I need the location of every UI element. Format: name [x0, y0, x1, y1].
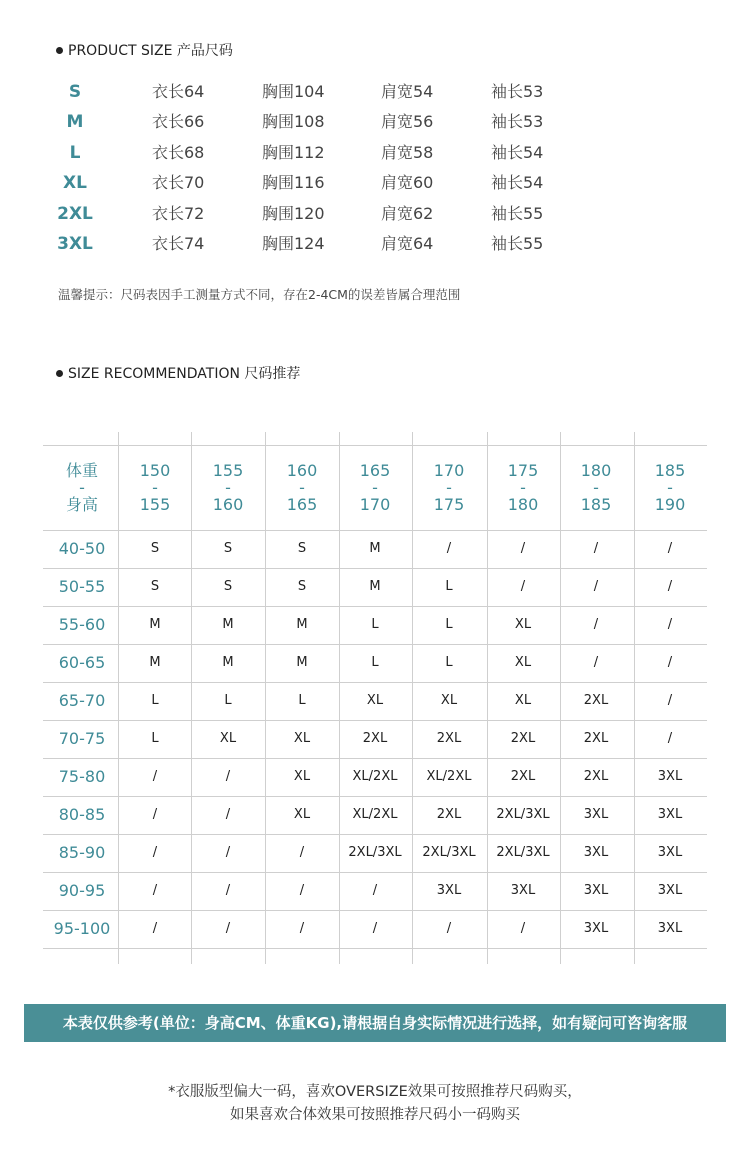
footer-note-line-1: *衣服版型偏大一码，喜欢OVERSIZE效果可按照推荐尺码购买，	[168, 1084, 582, 1100]
size-recommendation-cell: 2XL	[510, 769, 536, 784]
size-recommendation-cell: M	[149, 617, 161, 632]
header-line: 170	[359, 495, 391, 514]
header-line: -	[225, 478, 231, 497]
size-recommendation-cell: L	[298, 693, 306, 708]
spec-length: 衣长72	[152, 203, 205, 223]
header-line: 165	[359, 461, 391, 480]
size-recommendation-cell: XL/2XL	[352, 769, 398, 784]
size-recommendation-cell: /	[152, 769, 158, 784]
size-recommendation-cell: 3XL	[657, 769, 683, 784]
header-line: 155	[139, 495, 171, 514]
size-recommendation-cell: XL/2XL	[426, 769, 472, 784]
header-line: 180	[507, 495, 539, 514]
size-recommendation-cell: L	[224, 693, 232, 708]
header-line: -	[299, 478, 305, 497]
size-recommendation-cell: /	[152, 883, 158, 898]
size-recommendation-cell: M	[369, 579, 381, 594]
size-recommendation-cell: L	[151, 693, 159, 708]
size-recommendation-cell: S	[223, 579, 233, 594]
header-line: 160	[212, 495, 244, 514]
size-recommendation-cell: 3XL	[657, 921, 683, 936]
weight-range: 50-55	[58, 577, 106, 596]
size-recommendation-cell: XL	[514, 693, 532, 708]
footer-note-line-2: 如果喜欢合体效果可按照推荐尺码小一码购买	[230, 1107, 520, 1123]
header-height-range	[266, 462, 338, 513]
size-recommendation-cell: /	[152, 845, 158, 860]
size-recommendation-cell: /	[593, 655, 599, 670]
header-height-range	[634, 462, 706, 513]
header-line: 190	[654, 495, 686, 514]
weight-range: 80-85	[58, 805, 106, 824]
size-recommendation-cell: /	[667, 693, 673, 708]
size-recommendation-cell: S	[297, 579, 307, 594]
spec-sleeve: 袖长55	[491, 203, 544, 223]
size-label: 2XL	[57, 203, 93, 224]
size-recommendation-cell: /	[152, 807, 158, 822]
size-recommendation-cell: /	[593, 579, 599, 594]
size-recommendation-cell: 3XL	[583, 921, 609, 936]
size-recommendation-cell: M	[369, 541, 381, 556]
spec-sleeve: 袖长54	[491, 142, 544, 162]
size-recommendation-cell: 3XL	[510, 883, 536, 898]
header-weight-height	[48, 462, 116, 513]
size-recommendation-cell: M	[222, 655, 234, 670]
header-line: 150	[139, 461, 171, 480]
size-recommendation-cell: S	[150, 579, 160, 594]
header-height-range	[119, 462, 191, 513]
header-line: 175	[507, 461, 539, 480]
weight-range: 95-100	[53, 919, 111, 938]
spec-shoulder: 肩宽60	[381, 173, 434, 193]
size-label: L	[69, 142, 81, 163]
size-recommendation-cell: 2XL	[436, 731, 462, 746]
size-recommendation-cell: 2XL	[583, 769, 609, 784]
size-recommendation-cell: /	[225, 769, 231, 784]
size-recommendation-cell: M	[149, 655, 161, 670]
size-recommendation-cell: 2XL/3XL	[348, 845, 402, 860]
size-recommendation-cell: XL	[293, 731, 311, 746]
size-recommendation-cell: 3XL	[657, 807, 683, 822]
weight-range: 85-90	[58, 843, 106, 862]
size-recommendation-cell: L	[371, 655, 379, 670]
size-recommendation-cell: /	[299, 845, 305, 860]
header-height-range	[413, 462, 485, 513]
size-recommendation-cell: /	[225, 807, 231, 822]
spec-chest: 胸围108	[262, 112, 325, 132]
size-recommendation-cell: /	[667, 731, 673, 746]
spec-shoulder: 肩宽64	[381, 234, 434, 253]
size-recommendation-cell: /	[667, 655, 673, 670]
size-recommendation-cell: XL	[293, 769, 311, 784]
size-recommendation-cell: /	[225, 921, 231, 936]
size-spec-row	[0, 77, 750, 107]
header-line: 160	[286, 461, 318, 480]
weight-range: 65-70	[58, 691, 106, 710]
size-recommendation-cell: S	[297, 541, 307, 556]
weight-range: 75-80	[58, 767, 106, 786]
header-line: -	[79, 478, 85, 497]
size-recommendation-cell: XL	[440, 693, 458, 708]
size-recommendation-cell: XL	[293, 807, 311, 822]
header-line: 185	[654, 461, 686, 480]
bullet-dot-icon	[56, 47, 63, 54]
size-recommendation-cell: /	[372, 921, 378, 936]
size-recommendation-cell: L	[151, 731, 159, 746]
size-recommendation-cell: 3XL	[583, 807, 609, 822]
header-line: -	[593, 478, 599, 497]
size-recommendation-cell: /	[667, 541, 673, 556]
size-recommendation-cell: 2XL	[510, 731, 536, 746]
size-recommendation-cell: 3XL	[436, 883, 462, 898]
size-recommendation-cell: XL	[219, 731, 237, 746]
bullet-dot-icon	[56, 370, 63, 377]
grid-line-horizontal	[43, 948, 707, 949]
size-recommendation-cell: /	[299, 921, 305, 936]
size-recommendation-cell: /	[520, 921, 526, 936]
spec-length: 衣长66	[152, 112, 205, 132]
header-line: 身高	[65, 495, 98, 514]
header-line: 155	[212, 461, 244, 480]
size-recommendation-cell: 3XL	[657, 883, 683, 898]
size-recommendation-cell: 2XL/3XL	[422, 845, 476, 860]
size-recommendation-title: SIZE RECOMMENDATION 尺码推荐	[56, 363, 300, 383]
size-recommendation-cell: L	[445, 617, 453, 632]
header-line: 185	[580, 495, 612, 514]
header-line: -	[520, 478, 526, 497]
size-recommendation-cell: /	[225, 845, 231, 860]
weight-range: 70-75	[58, 729, 106, 748]
size-recommendation-cell: /	[520, 579, 526, 594]
size-recommendation-cell: 3XL	[583, 845, 609, 860]
spec-shoulder: 肩宽58	[381, 142, 434, 162]
size-spec-row	[0, 199, 750, 229]
weight-range: 55-60	[58, 615, 106, 634]
header-height-range	[487, 462, 559, 513]
grid-line-horizontal	[43, 445, 707, 446]
size-recommendation-cell: XL/2XL	[352, 807, 398, 822]
size-recommendation-cell: /	[372, 883, 378, 898]
reference-banner: 本表仅供参考(单位：身高CM、体重KG),请根据自身实际情况进行选择，如有疑问可咨询客服	[24, 1004, 726, 1042]
size-recommendation-cell: /	[299, 883, 305, 898]
size-recommendation-cell: L	[371, 617, 379, 632]
size-label: XL	[63, 173, 87, 194]
spec-chest: 胸围112	[262, 142, 325, 162]
size-recommendation-cell: /	[667, 579, 673, 594]
size-recommendation-cell: /	[593, 617, 599, 632]
header-line: -	[372, 478, 378, 497]
size-recommendation-cell: /	[520, 541, 526, 556]
size-recommendation-cell: L	[445, 655, 453, 670]
size-recommendation-cell: S	[150, 541, 160, 556]
spec-length: 衣长68	[152, 142, 205, 162]
size-recommendation-cell: M	[296, 655, 308, 670]
weight-range: 60-65	[58, 653, 106, 672]
header-height-range	[560, 462, 632, 513]
size-recommendation-cell: /	[593, 541, 599, 556]
header-line: -	[152, 478, 158, 497]
header-line: -	[667, 478, 673, 497]
size-recommendation-cell: /	[446, 921, 452, 936]
spec-chest: 胸围104	[262, 82, 325, 101]
size-recommendation-cell: 2XL	[362, 731, 388, 746]
size-recommendation-cell: 3XL	[657, 845, 683, 860]
spec-shoulder: 肩宽56	[381, 112, 434, 132]
size-recommendation-cell: M	[296, 617, 308, 632]
size-recommendation-cell: 3XL	[583, 883, 609, 898]
header-line: 175	[433, 495, 465, 514]
spec-sleeve: 袖长55	[491, 234, 544, 253]
spec-shoulder: 肩宽54	[381, 82, 434, 101]
header-line: -	[446, 478, 452, 497]
size-recommendation-cell: /	[225, 883, 231, 898]
spec-chest: 胸围120	[262, 203, 325, 223]
spec-length: 衣长70	[152, 173, 205, 193]
header-line: 165	[286, 495, 318, 514]
size-recommendation-cell: XL	[514, 655, 532, 670]
size-spec-row	[0, 168, 750, 198]
size-spec-row	[0, 138, 750, 168]
size-recommendation-cell: 2XL	[583, 731, 609, 746]
header-height-range	[192, 462, 264, 513]
size-label: M	[66, 112, 84, 133]
size-recommendation-cell: 2XL	[583, 693, 609, 708]
size-recommendation-cell: L	[445, 579, 453, 594]
measurement-tip: 温馨提示：尺码表因手工测量方式不同，存在2-4CM的误差皆属合理范围	[58, 287, 461, 302]
spec-shoulder: 肩宽62	[381, 203, 434, 223]
weight-range: 40-50	[58, 539, 106, 558]
weight-range: 90-95	[58, 881, 106, 900]
spec-sleeve: 袖长53	[491, 82, 544, 101]
spec-chest: 胸围124	[262, 234, 325, 253]
size-recommendation-cell: M	[222, 617, 234, 632]
size-label: 3XL	[57, 234, 93, 254]
size-recommendation-cell: 2XL	[436, 807, 462, 822]
header-line: 180	[580, 461, 612, 480]
spec-sleeve: 袖长54	[491, 173, 544, 193]
spec-length: 衣长74	[152, 234, 205, 253]
header-line: 体重	[65, 461, 98, 480]
size-recommendation-cell: /	[152, 921, 158, 936]
size-spec-row	[0, 229, 750, 259]
header-height-range	[339, 462, 411, 513]
size-recommendation-cell: 2XL/3XL	[496, 807, 550, 822]
size-spec-row	[0, 107, 750, 137]
spec-sleeve: 袖长53	[491, 112, 544, 132]
size-recommendation-cell: S	[223, 541, 233, 556]
size-recommendation-cell: /	[667, 617, 673, 632]
spec-length: 衣长64	[152, 82, 205, 101]
size-recommendation-cell: XL	[514, 617, 532, 632]
header-line: 170	[433, 461, 465, 480]
size-label: S	[68, 82, 82, 102]
size-recommendation-cell: /	[446, 541, 452, 556]
size-recommendation-cell: 2XL/3XL	[496, 845, 550, 860]
spec-chest: 胸围116	[262, 173, 325, 193]
size-recommendation-cell: XL	[366, 693, 384, 708]
product-size-title: PRODUCT SIZE 产品尺码	[56, 40, 233, 60]
